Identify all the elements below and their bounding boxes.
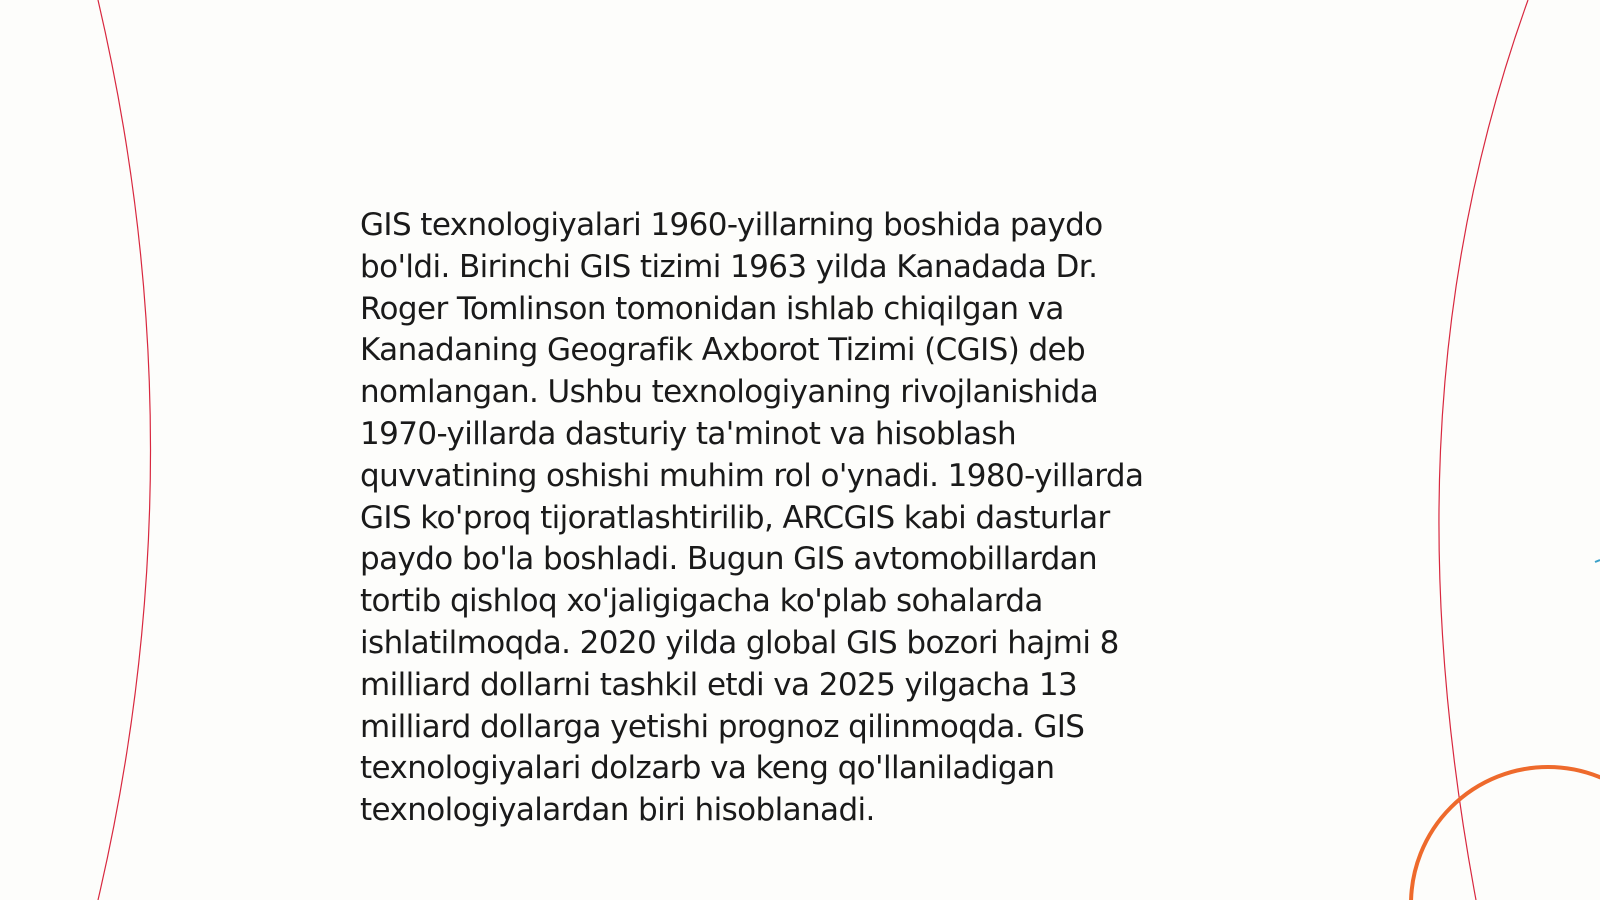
right-arc-line [1439,0,1528,900]
accent-circle [1411,767,1600,900]
left-arc-line [98,0,151,900]
body-paragraph: GIS texnologiyalari 1960-yillarning boshida paydo bo'ldi. Birinchi GIS tizimi 1963 yilda Kanadada Dr. Roger Tomlinson tomonidan ishlab chiqilgan va Kanadaning Geografik Axborot Tizimi (CGIS) deb nomlangan. Ushbu texnologiyaning rivojlanishida 1970-yillarda dasturiy ta'minot va hisoblash quvvatining oshishi muhim rol o'ynadi. 1980-yillarda GIS ko'proq tijoratlashtirilib, ARCGIS kabi dasturlar paydo bo'la boshladi. Bugun GIS avtomobillardan tortib qishloq xo'jaligigacha ko'plab sohalarda ishlatilmoqda. 2020 yilda global GIS bozori hajmi 8 milliard dollarni tashkil etdi va 2025 yilgacha 13 milliard dollarga yetishi prognoz qilinmoqda. GIS texnologiyalari dolzarb va keng qo'llaniladigan texnologiyalardan biri hisoblanadi. [360,207,1144,829]
edge-mark [1595,560,1600,562]
